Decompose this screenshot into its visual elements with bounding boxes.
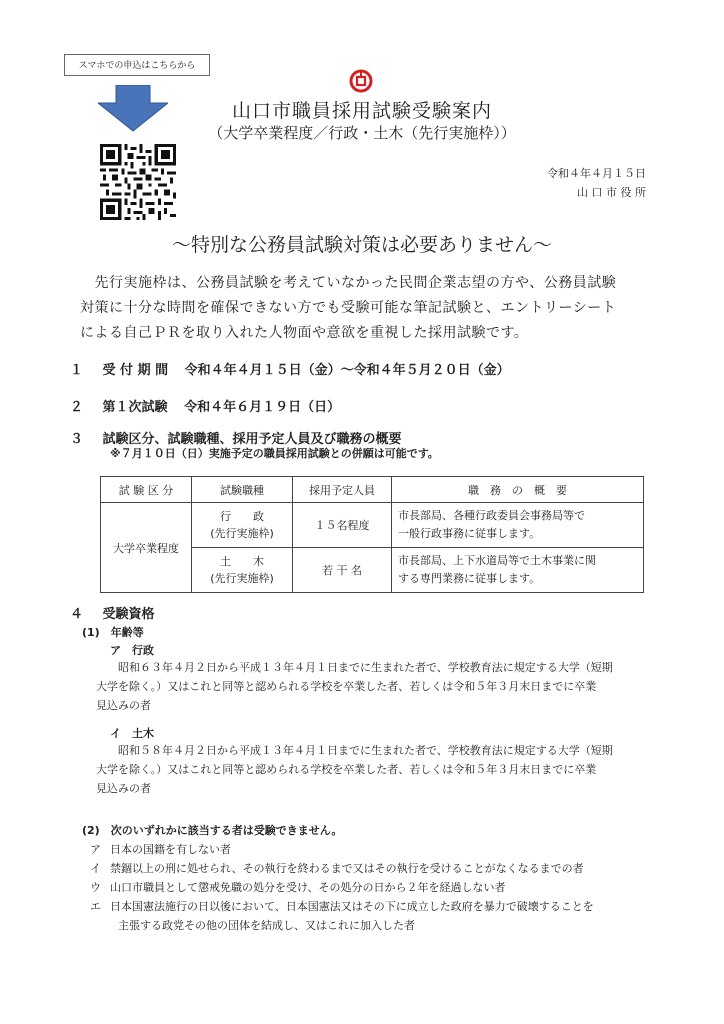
doboku-requirement xyxy=(96,741,664,798)
requirement-line: 大学を除く。）又はこれと同等と認められる学校を卒業した者、若しくは令和５年３月末日までに卒業 xyxy=(96,763,597,776)
section-number: １ xyxy=(70,363,84,378)
job-name: 行 政 xyxy=(220,510,264,523)
intro-line: 先行実施枠は、公務員試験を考えていなかった民間企業志望の方や、公務員試験 xyxy=(80,275,617,291)
disqualify-item xyxy=(90,841,231,857)
item-text: 山口市職員として懲戒免職の処分を受け、その処分の日から２年を経過しない者 xyxy=(110,881,506,894)
issue-info xyxy=(547,164,646,202)
job-cell xyxy=(192,548,293,593)
disqualify-item xyxy=(90,860,584,876)
disqualify-item xyxy=(90,879,506,895)
table-header: 試験職種 xyxy=(192,477,293,503)
duty-line: 市長部局、各種行政委員会事務局等で xyxy=(398,509,585,522)
job-name: 土 木 xyxy=(220,555,264,568)
duty-cell xyxy=(392,548,644,593)
item-mark: ア xyxy=(90,843,101,856)
gyosei-requirement xyxy=(96,658,664,715)
item-text: 日本の国籍を有しない者 xyxy=(110,843,231,856)
table-row xyxy=(101,503,644,548)
duty-line: する専門業務に従事します。 xyxy=(398,572,541,585)
smartphone-apply-note: スマホでの申込はこちらから xyxy=(64,54,210,76)
category-cell: 大学卒業程度 xyxy=(101,503,192,593)
duty-line: 市長部局、上下水道局等で土木事業に関 xyxy=(398,554,596,567)
section-application-period xyxy=(70,359,510,378)
section-number: ３ xyxy=(70,432,84,447)
table-header: 職 務 の 概 要 xyxy=(392,477,644,503)
item-mark: エ xyxy=(90,900,101,913)
qr-code-icon[interactable] xyxy=(100,144,176,220)
requirement-line: 見込みの者 xyxy=(96,782,151,795)
section-label: 受験資格 xyxy=(102,607,155,622)
disqualify-continuation: 主張する政党その他の団体を結成し、又はこれに加入した者 xyxy=(118,919,415,932)
page-title: 山口市職員採用試験受験案内 xyxy=(231,100,492,122)
section-label: 試験区分、試験職種、採用予定人員及び職務の概要 xyxy=(102,432,402,447)
count-cell: 若 干 名 xyxy=(293,548,392,593)
slogan: ～特別な公務員試験対策は必要ありません～ xyxy=(171,234,552,256)
section-value: 令和４年４月１５日（金）～令和４年５月２０日（金） xyxy=(184,363,510,378)
duty-cell xyxy=(392,503,644,548)
requirement-line: 昭和６３年４月２日から平成１３年４月１日までに生まれた者で、学校教育法に規定する大学（短期 xyxy=(118,661,613,674)
city-emblem-icon xyxy=(349,69,373,93)
item-mark: ウ xyxy=(90,881,101,894)
count-cell: １５名程度 xyxy=(293,503,392,548)
intro-line: 対策に十分な時間を確保できない方でも受験可能な筆記試験と、エントリーシート xyxy=(80,300,617,316)
item-text: 日本国憲法施行の日以後において、日本国憲法又はその下に成立した政府を暴力で破壊することを xyxy=(110,900,594,913)
job-sub: (先行実施枠) xyxy=(210,527,274,540)
doboku-heading: イ 土木 xyxy=(110,727,154,740)
section-number: ４ xyxy=(70,607,84,622)
issue-date: 令和４年４月１５日 xyxy=(547,167,646,180)
job-table xyxy=(100,476,644,593)
gyosei-heading: ア 行政 xyxy=(110,644,154,657)
disqualify-item xyxy=(90,898,594,914)
intro-paragraph xyxy=(80,271,650,346)
issuer: 山 口 市 役 所 xyxy=(577,186,646,199)
concurrent-application-note: ※７月１０日（日）実施予定の職員採用試験との併願は可能です。 xyxy=(110,447,439,460)
requirement-line: 見込みの者 xyxy=(96,699,151,712)
disqualify-heading: (2) 次のいずれかに該当する者は受験できません。 xyxy=(82,824,343,837)
section-first-exam xyxy=(70,396,340,415)
job-sub: (先行実施枠) xyxy=(210,572,274,585)
page-subtitle: （大学卒業程度／行政・土木（先行実施枠）） xyxy=(208,124,516,142)
section-eligibility xyxy=(70,603,155,622)
duty-line: 一般行政事務に従事します。 xyxy=(398,527,541,540)
requirement-line: 昭和５８年４月２日から平成１３年４月１日までに生まれた者で、学校教育法に規定する大学（短期 xyxy=(118,744,613,757)
item-mark: イ xyxy=(90,862,101,875)
section-label: 第１次試験 xyxy=(102,400,168,415)
table-header: 試 験 区 分 xyxy=(101,477,192,503)
item-text: 禁錮以上の刑に処せられ、その執行を終わるまで又はその執行を受けることがなくなるまでの者 xyxy=(110,862,584,875)
table-header: 採用予定人員 xyxy=(293,477,392,503)
intro-line: による自己ＰＲを取り入れた人物面や意欲を重視した採用試験です。 xyxy=(80,325,529,341)
age-heading: (1) 年齢等 xyxy=(82,626,144,639)
section-label: 受 付 期 間 xyxy=(102,363,169,378)
section-value: 令和４年６月１９日（日） xyxy=(184,400,341,415)
requirement-line: 大学を除く。）又はこれと同等と認められる学校を卒業した者、若しくは令和５年３月末日までに卒業 xyxy=(96,680,597,693)
job-cell xyxy=(192,503,293,548)
section-number: ２ xyxy=(70,400,84,415)
table-header-row xyxy=(101,477,644,503)
